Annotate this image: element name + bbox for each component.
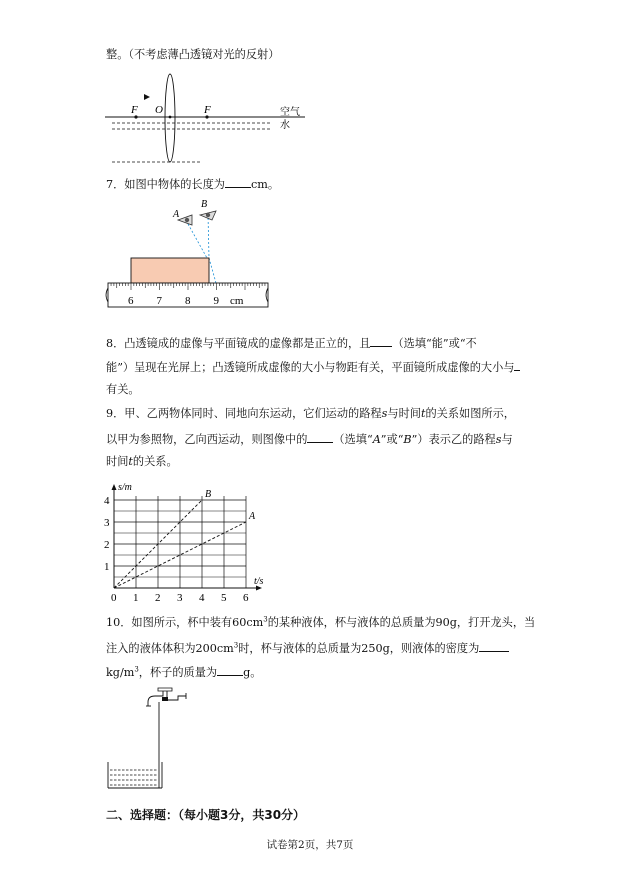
q9-var-t-2: t: [128, 455, 133, 468]
q9-text-d: 以甲为参照物，乙向西运动，则图像中的: [106, 433, 308, 446]
q8-answer-blank-2[interactable]: [514, 359, 520, 371]
q10-text-c: 注入的液体体积为: [106, 642, 196, 655]
lens-refraction-figure: [100, 66, 310, 166]
ruler-label: 8: [185, 295, 191, 307]
label-water: 水: [280, 120, 290, 131]
x-tick-label: 5: [221, 592, 227, 604]
q9-option-A: A: [372, 433, 381, 446]
question-8-line-2: [106, 359, 520, 375]
q9-text-j: 的关系。: [132, 455, 178, 468]
q9-var-t: t: [420, 407, 426, 420]
q9-var-s: s: [381, 407, 388, 420]
label-F-left: F: [131, 104, 138, 116]
question-7: [106, 176, 279, 192]
q10-text-f: g。: [243, 666, 262, 679]
q7-answer-blank[interactable]: [225, 176, 251, 188]
measured-block: [131, 258, 209, 283]
q9-option-B: B: [403, 433, 412, 446]
q10-unit: kg/m: [106, 666, 135, 679]
q9-text-f: ”或“: [380, 433, 404, 446]
label-B: B: [201, 199, 208, 210]
ruler-label: 6: [128, 295, 134, 307]
y-axis-arrow: [112, 484, 117, 490]
q10-text-b: 的某种液体，杯与液体的总质量为90g，打开龙头，当: [267, 616, 536, 629]
question-9-line-3: [106, 455, 178, 469]
q9-text-h: 与: [501, 433, 513, 446]
q7-prefix: 7．如图中物体的长度为: [106, 178, 225, 191]
x-axis-label: t/s: [254, 576, 264, 587]
series-label-A: A: [249, 511, 256, 522]
x-tick-label: 1: [133, 592, 139, 604]
eye-A-icon: [178, 215, 192, 225]
x-tick-label: 4: [199, 592, 205, 604]
q10-text-a: 10．如图所示，杯中装有: [106, 616, 233, 629]
q10-text-e: ，杯子的质量为: [138, 666, 218, 679]
q7-suffix: cm。: [251, 178, 280, 191]
tap-cup-figure: [100, 684, 200, 794]
optical-center: [169, 116, 172, 119]
x-tick-label: 3: [177, 592, 183, 604]
ruler-figure: [100, 196, 270, 312]
y-tick-label: 1: [104, 561, 110, 573]
q9-answer-blank[interactable]: [307, 431, 333, 443]
label-O: O: [155, 104, 163, 116]
q8-answer-blank-1[interactable]: [370, 335, 392, 347]
q10-sup-1: 3: [263, 615, 268, 624]
q9-text-b: 与时间: [387, 407, 421, 420]
s-t-graph: [100, 478, 280, 608]
section-2-title: 二、选择题：（每小题3分，共30分）: [106, 808, 306, 822]
q8-text-b: （选填“能”或“不: [392, 337, 477, 350]
q9-text-g: ”）表示乙的路程: [411, 433, 496, 446]
ruler-unit: cm: [230, 295, 244, 307]
eye-B-icon: [200, 211, 216, 220]
q10-sup-2: 3: [233, 641, 239, 650]
y-axis-label: s/m: [118, 482, 132, 493]
question-10-line-3: [106, 664, 261, 680]
q10-volume-2: 200cm: [195, 642, 234, 655]
q10-text-d: 时，杯与液体的总质量为250g，则液体的密度为: [238, 642, 480, 655]
x-tick-label: 0: [111, 592, 117, 604]
y-tick-label: 2: [104, 539, 110, 551]
q9-text-c: 的关系如图所示，: [425, 407, 515, 420]
label-air: 空气: [280, 107, 300, 118]
label-A: A: [173, 209, 180, 220]
q10-mass-blank[interactable]: [217, 664, 243, 676]
question-9-line-1: [106, 407, 515, 421]
ruler-label: 7: [156, 295, 162, 307]
label-F-right: F: [204, 104, 211, 116]
page-footer: 试卷第2页，共7页: [266, 839, 354, 851]
series-label-B: B: [205, 489, 212, 500]
q10-volume-1: 60cm: [232, 616, 264, 629]
chart-grid: [114, 496, 246, 588]
q9-var-s-2: s: [495, 433, 502, 446]
question-9-line-2: [106, 431, 513, 447]
q10-sup-3: 3: [134, 665, 139, 674]
question-10-line-1: [106, 616, 535, 630]
question-8-line-3: 有关。: [106, 383, 140, 396]
ruler-label: 9: [213, 295, 219, 307]
x-tick-label: 2: [155, 592, 161, 604]
light-direction-arrow: [144, 94, 150, 100]
q9-text-a: 9．甲、乙两物体同时、同地向东运动，它们运动的路程: [106, 407, 382, 420]
q8-text-a: 8．凸透镜成的虚像与平面镜成的虚像都是正立的，且: [106, 337, 371, 350]
q10-density-blank[interactable]: [479, 640, 509, 652]
question-8-line-1: [106, 335, 477, 351]
liquid: [110, 770, 158, 785]
faucet-icon: [146, 688, 186, 706]
intro-text: 整。（不考虑薄凸透镜对光的反射）: [106, 48, 280, 61]
y-tick-label: 4: [104, 495, 110, 507]
q9-text-e: （选填“: [333, 433, 373, 446]
question-10-line-2: [106, 640, 509, 656]
y-tick-label: 3: [104, 517, 110, 529]
q9-text-i: 时间: [106, 455, 129, 468]
q8-text-c: 能”）呈现在光屏上；凸透镜所成虚像的大小与物距有关，平面镜所成虚像的大小与: [106, 361, 515, 374]
x-tick-label: 6: [243, 592, 249, 604]
